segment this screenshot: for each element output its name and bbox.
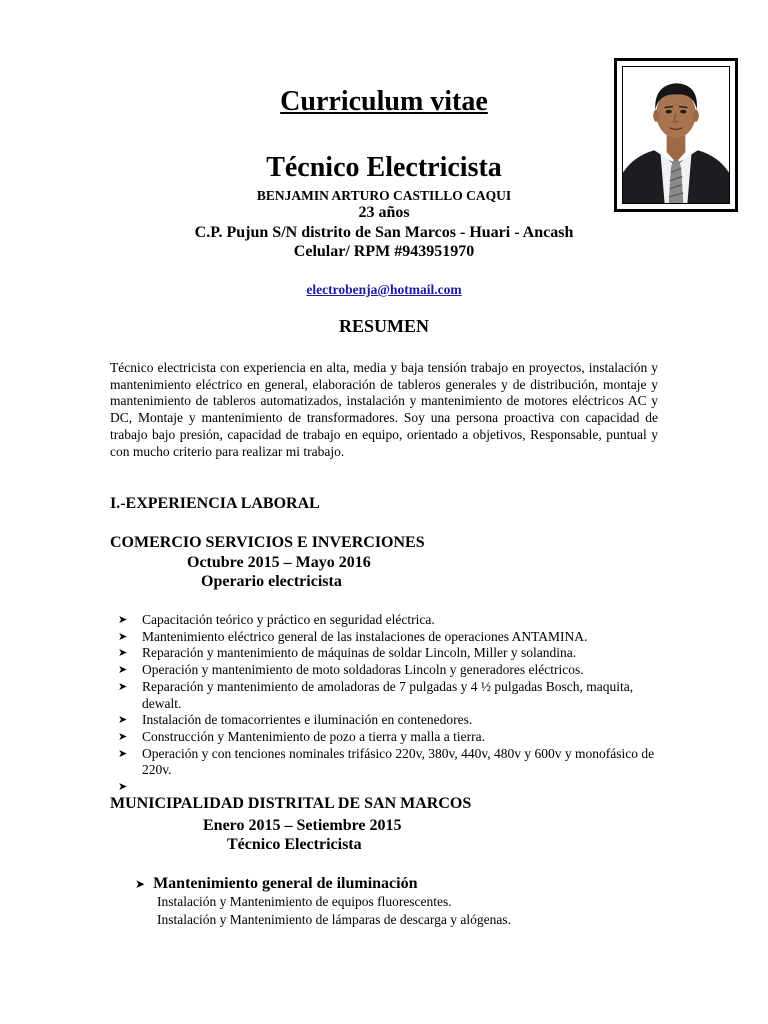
job2-section-title-text: Mantenimiento general de iluminación [153, 875, 418, 892]
arrowhead-bullet-icon: ➤ [118, 629, 128, 643]
profile-photo [622, 66, 730, 204]
candidate-phone: Celular/ RPM #943951970 [293, 243, 475, 260]
job1-dates: Octubre 2015 – Mayo 2016 [187, 554, 371, 571]
arrowhead-bullet-icon: ➤ [118, 713, 128, 727]
candidate-name: BENJAMIN ARTURO CASTILLO CAQUI [256, 188, 512, 203]
list-item-text: Capacitación teórico y práctico en seguridad eléctrica. [142, 612, 435, 627]
arrowhead-bullet-icon: ➤ [118, 780, 128, 794]
list-item [118, 729, 663, 746]
candidate-age: 23 años [358, 204, 410, 221]
job-title: Técnico Electricista [266, 152, 502, 183]
job2-dates: Enero 2015 – Setiembre 2015 [203, 817, 402, 834]
arrowhead-bullet-icon: ➤ [118, 663, 128, 677]
arrowhead-bullet-icon: ➤ [118, 646, 128, 660]
job1-company: COMERCIO SERVICIOS E INVERCIONES [110, 534, 425, 551]
job2-sub-item: Instalación y Mantenimiento de lámparas de descarga y alógenas. [157, 912, 511, 927]
candidate-address: C.P. Pujun S/N distrito de San Marcos - Huari - Ancash [194, 224, 574, 241]
job2-sub-item: Instalación y Mantenimiento de equipos fluorescentes. [157, 894, 452, 909]
list-item [118, 679, 663, 712]
cv-title: Curriculum vitae [280, 86, 488, 117]
list-item-text: Mantenimiento eléctrico general de las instalaciones de operaciones ANTAMINA. [142, 628, 588, 644]
list-item-text: Operación y mantenimiento de moto soldadoras Lincoln y generadores eléctricos. [142, 662, 584, 678]
list-item-text: Instalación de tomacorrientes e iluminación en contenedores. [142, 712, 473, 728]
list-item [118, 779, 663, 796]
list-item-text: Reparación y mantenimiento de amoladoras de 7 pulgadas y 4 ½ pulgadas Bosch, maquita, dewalt. [142, 678, 634, 711]
job2-company: MUNICIPALIDAD DISTRITAL DE SAN MARCOS [110, 795, 472, 812]
list-item [118, 629, 663, 646]
portrait-illustration [623, 67, 729, 203]
job1-task-list [118, 612, 663, 796]
list-item [118, 662, 663, 679]
list-item [118, 645, 663, 662]
list-item-text: Reparación y mantenimiento de máquinas de soldar Lincoln, Miller y solandina. [142, 645, 577, 661]
arrowhead-bullet-icon: ➤ [118, 613, 128, 626]
list-item [118, 746, 663, 779]
arrowhead-bullet-icon: ➤ [118, 679, 128, 693]
email-row [0, 282, 768, 298]
arrowhead-bullet-icon: ➤ [118, 746, 128, 760]
list-item [118, 712, 663, 729]
summary-heading: RESUMEN [338, 316, 429, 336]
arrowhead-bullet-icon: ➤ [135, 877, 146, 891]
email-link[interactable]: electrobenja@hotmail.com [306, 282, 462, 297]
list-item-text: Operación y con tenciones nominales trifásico 220v, 380v, 440v, 480v y 600v y monofásico de 220v. [142, 745, 655, 778]
experience-heading: I.-EXPERIENCIA LABORAL [110, 495, 320, 512]
job1-role: Operario electricista [201, 573, 342, 590]
summary-text: Técnico electricista con experiencia en alta, media y baja tensión trabajo en proyectos, instalación y mantenimiento eléctrico en general, elaboración de tableros generales y de distribución, montaje y mantenimiento de tableros automatizados, instalación y mantenimiento de motores eléctricos AC y DC, Montaje y mantenimiento de transformadores. Soy una persona proactiva con capacidad de trabajo bajo presión, capacidad de trabajo en equipo, orientado a objetivos, Responsable, puntual y con mucho criterio para realizar mi trabajo. [110, 360, 658, 459]
list-item [118, 612, 663, 629]
arrowhead-bullet-icon: ➤ [118, 729, 128, 743]
list-item-text: Construcción y Mantenimiento de pozo a tierra y malla a tierra. [142, 728, 486, 744]
job2-section-title [135, 875, 418, 893]
profile-photo-frame [614, 58, 738, 212]
job2-role: Técnico Electricista [227, 836, 362, 853]
